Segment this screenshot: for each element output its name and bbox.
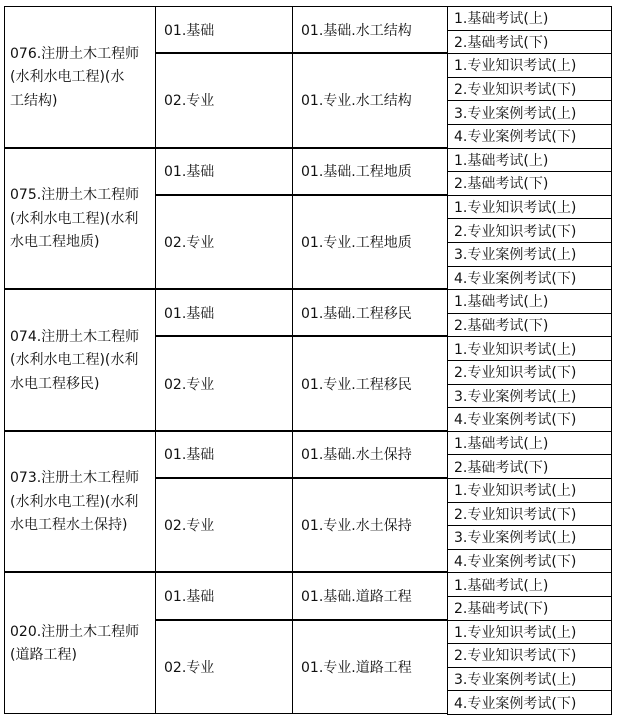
exam-item: 3.专业案例考试(上) [447, 100, 612, 125]
exam-item: 1.专业知识考试(上) [447, 195, 612, 220]
group-title-cell [4, 572, 156, 714]
group-title-line: 水电工程水土保持) [10, 517, 128, 534]
subject-cell [292, 431, 448, 478]
stage-label: 02.专业 [164, 376, 215, 393]
stage-label: 01.基础 [164, 164, 215, 181]
group-title-line: (水利水电工程)(水利 [10, 493, 139, 510]
stage-label: 01.基础 [164, 22, 215, 39]
subject-label: 01.基础.水工结构 [301, 22, 412, 39]
group-title-line: (水利水电工程)(水利 [10, 352, 139, 369]
subject-label: 01.专业.工程移民 [301, 376, 412, 393]
group-title-line: (水利水电工程)(水利 [10, 210, 139, 227]
stage-cell [155, 572, 293, 619]
exam-item: 4.专业案例考试(下) [447, 266, 612, 291]
subject-cell [292, 195, 448, 289]
subject-label: 01.基础.水土保持 [301, 447, 412, 464]
exam-item: 2.基础考试(下) [447, 30, 612, 55]
stage-label: 02.专业 [164, 518, 215, 535]
subject-cell [292, 148, 448, 195]
exam-item: 1.专业知识考试(上) [447, 53, 612, 78]
group-title-line: 水电工程移民) [10, 375, 100, 392]
exam-item: 4.专业案例考试(下) [447, 124, 612, 149]
subject-label: 01.基础.工程移民 [301, 305, 412, 322]
exam-item: 1.专业知识考试(上) [447, 478, 612, 503]
exam-item: 2.专业知识考试(下) [447, 77, 612, 102]
stage-cell [155, 336, 293, 430]
exam-item: 2.基础考试(下) [447, 313, 612, 338]
stage-cell [155, 620, 293, 714]
stage-cell [155, 478, 293, 572]
exam-item: 2.专业知识考试(下) [447, 643, 612, 668]
subject-cell [292, 289, 448, 336]
subject-label: 01.专业.水土保持 [301, 518, 412, 535]
subject-label: 01.基础.工程地质 [301, 164, 412, 181]
group-title [10, 326, 153, 397]
group-title-line: 074.注册土木工程师 [10, 328, 140, 345]
subject-label: 01.基础.道路工程 [301, 588, 412, 605]
subject-cell [292, 6, 448, 53]
subject-label: 01.专业.道路工程 [301, 659, 412, 676]
exam-item: 2.基础考试(下) [447, 596, 612, 621]
subject-label: 01.专业.工程地质 [301, 234, 412, 251]
subject-label: 01.专业.水工结构 [301, 93, 412, 110]
group-title-line: (道路工程) [10, 647, 77, 664]
exam-item: 1.基础考试(上) [447, 431, 612, 456]
group-title-line: (水利水电工程)(水 [10, 69, 125, 86]
exam-item: 1.基础考试(上) [447, 572, 612, 597]
subject-cell [292, 53, 448, 147]
group-title-line: 020.注册土木工程师 [10, 623, 140, 640]
group-title-cell [4, 289, 156, 431]
group-title-cell [4, 431, 156, 573]
exam-item: 3.专业案例考试(上) [447, 242, 612, 267]
exam-item: 4.专业案例考试(下) [447, 690, 612, 715]
group-title [10, 621, 153, 668]
group-title [10, 43, 153, 114]
subject-cell [292, 572, 448, 619]
stage-cell [155, 53, 293, 147]
group-title-line: 075.注册土木工程师 [10, 187, 140, 204]
group-title-line: 工结构) [10, 92, 58, 109]
exam-item: 2.基础考试(下) [447, 454, 612, 479]
exam-item: 3.专业案例考试(上) [447, 525, 612, 550]
stage-label: 01.基础 [164, 447, 215, 464]
stage-cell [155, 148, 293, 195]
exam-item: 1.基础考试(上) [447, 148, 612, 173]
exam-item: 2.专业知识考试(下) [447, 502, 612, 527]
stage-cell [155, 289, 293, 336]
subject-cell [292, 620, 448, 714]
group-title-line: 076.注册土木工程师 [10, 45, 140, 62]
exam-item: 4.专业案例考试(下) [447, 407, 612, 432]
exam-item: 2.专业知识考试(下) [447, 218, 612, 243]
stage-cell [155, 431, 293, 478]
stage-label: 02.专业 [164, 234, 215, 251]
group-title-line: 073.注册土木工程师 [10, 470, 140, 487]
stage-cell [155, 195, 293, 289]
exam-item: 3.专业案例考试(上) [447, 667, 612, 692]
exam-item: 1.专业知识考试(上) [447, 336, 612, 361]
stage-cell [155, 6, 293, 53]
subject-cell [292, 336, 448, 430]
exam-item: 3.专业案例考试(上) [447, 384, 612, 409]
exam-item: 1.专业知识考试(上) [447, 620, 612, 645]
group-title-line: 水电工程地质) [10, 234, 100, 251]
stage-label: 01.基础 [164, 305, 215, 322]
group-title-cell [4, 148, 156, 290]
exam-item: 4.专业案例考试(下) [447, 549, 612, 574]
stage-label: 02.专业 [164, 93, 215, 110]
group-title [10, 467, 153, 538]
exam-item: 2.基础考试(下) [447, 171, 612, 196]
subject-cell [292, 478, 448, 572]
exam-item: 1.基础考试(上) [447, 6, 612, 31]
group-title-cell [4, 6, 156, 148]
group-title [10, 184, 153, 255]
exam-item: 1.基础考试(上) [447, 289, 612, 314]
stage-label: 01.基础 [164, 588, 215, 605]
stage-label: 02.专业 [164, 659, 215, 676]
exam-item: 2.专业知识考试(下) [447, 360, 612, 385]
